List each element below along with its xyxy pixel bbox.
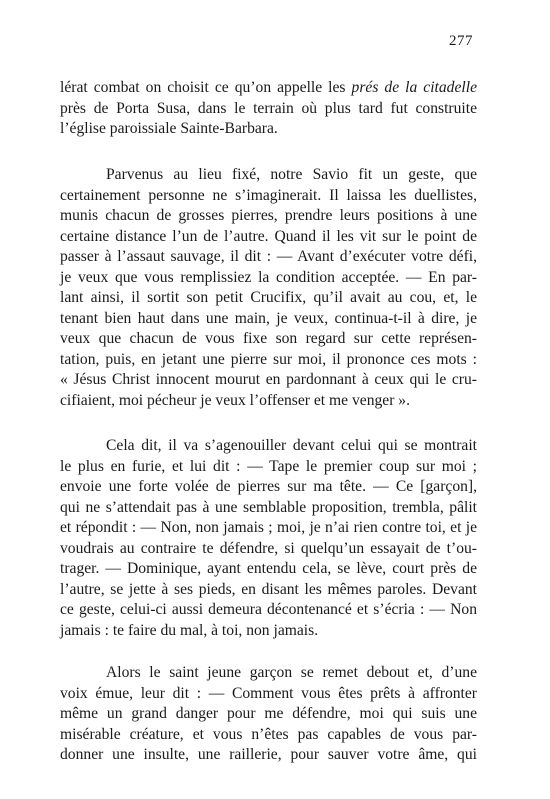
- paragraph-4: [60, 663, 477, 766]
- paragraph-line: ce geste, celui-ci aussi demeura décontenancé et s’écria : — Non: [60, 601, 477, 618]
- paragraph-line: et répondit : — Non, non jamais ; moi, je n’ai rien contre toi, et je: [60, 519, 477, 536]
- paragraph-line: même un grand danger pour me défendre, moi qui suis une: [60, 705, 477, 722]
- paragraph-3: [60, 436, 477, 641]
- page-number: 277: [449, 33, 473, 49]
- paragraph-line: envoie une forte volée de pierres sur ma tête. — Ce [garçon],: [60, 478, 477, 495]
- paragraph-2: [60, 165, 477, 411]
- emphasized-place-name: prés de la citadelle: [351, 79, 477, 96]
- paragraph-line: près de Porta Susa, dans le terrain où plus tard fut construite: [60, 99, 477, 117]
- paragraph-line: tenant bien haut dans une main, je veux, continua-t-il à dire, je: [60, 309, 477, 327]
- paragraph-line: jamais : te faire du mal, à toi, non jamais.: [60, 621, 319, 639]
- paragraph-line: voix émue, leur dit : — Comment vous êtes prêts à affronter: [60, 684, 477, 702]
- paragraph-line: Parvenus au lieu fixé, notre Savio fit un geste, que: [106, 166, 477, 183]
- paragraph-line: lérat combat on choisit ce qu’on appelle les prés de la citadelle: [60, 79, 477, 96]
- paragraph-line: cifiaient, moi pécheur je veux l’offenser et me venger ».: [60, 391, 410, 409]
- paragraph-line: veux que chacun de vous fixe son regard sur cette représen-: [60, 330, 477, 347]
- paragraph-line: Alors le saint jeune garçon se remet debout et, d’une: [106, 664, 477, 681]
- paragraph-line: tation, puis, en jetant une pierre sur moi, il prononce ces mots :: [60, 350, 477, 368]
- paragraph-line: voudrais au contraire te défendre, si quelqu’un essayait de t’ou-: [60, 539, 477, 557]
- paragraph-line: donner une insulte, une raillerie, pour sauver votre âme, qui: [60, 746, 477, 763]
- paragraph-1: [60, 78, 477, 140]
- paragraph-line: l’église paroissiale Sainte-Barbara.: [60, 120, 278, 137]
- paragraph-line: l’autre, se jette à ses pieds, en disant les mêmes paroles. Devant: [60, 580, 477, 598]
- paragraph-line: lant ainsi, il sortit son petit Crucifix, qu’il avait au cou, et, le: [60, 289, 477, 306]
- paragraph-line: Cela dit, il va s’agenouiller devant celui qui se montrait: [106, 437, 477, 454]
- paragraph-line: passer à l’assaut sauvage, il dit : — Avant d’exécuter votre défi,: [60, 248, 477, 265]
- paragraph-line: certainement personne ne s’imaginerait. Il laissa les duellistes,: [60, 186, 477, 204]
- paragraph-line: le plus en furie, et lui dit : — Tape le premier coup sur moi ;: [60, 457, 477, 475]
- paragraph-line: certaine distance l’un de l’autre. Quand il les vit sur le point de: [60, 227, 477, 245]
- paragraph-line: « Jésus Christ innocent mourut en pardonnant à ceux qui le cru-: [60, 371, 477, 388]
- paragraph-line: munis chacun de grosses pierres, prendre leurs positions à une: [60, 207, 477, 224]
- paragraph-line: misérable créature, et vous n’êtes pas capables de vous par-: [60, 725, 477, 743]
- paragraph-line: trager. — Dominique, ayant entendu cela, se lève, court près de: [60, 560, 477, 577]
- paragraph-line: qui ne s’attendait pas à une semblable proposition, trembla, pâlit: [60, 498, 477, 516]
- paragraph-line: je veux que vous remplissiez la condition acceptée. — En par-: [60, 268, 477, 286]
